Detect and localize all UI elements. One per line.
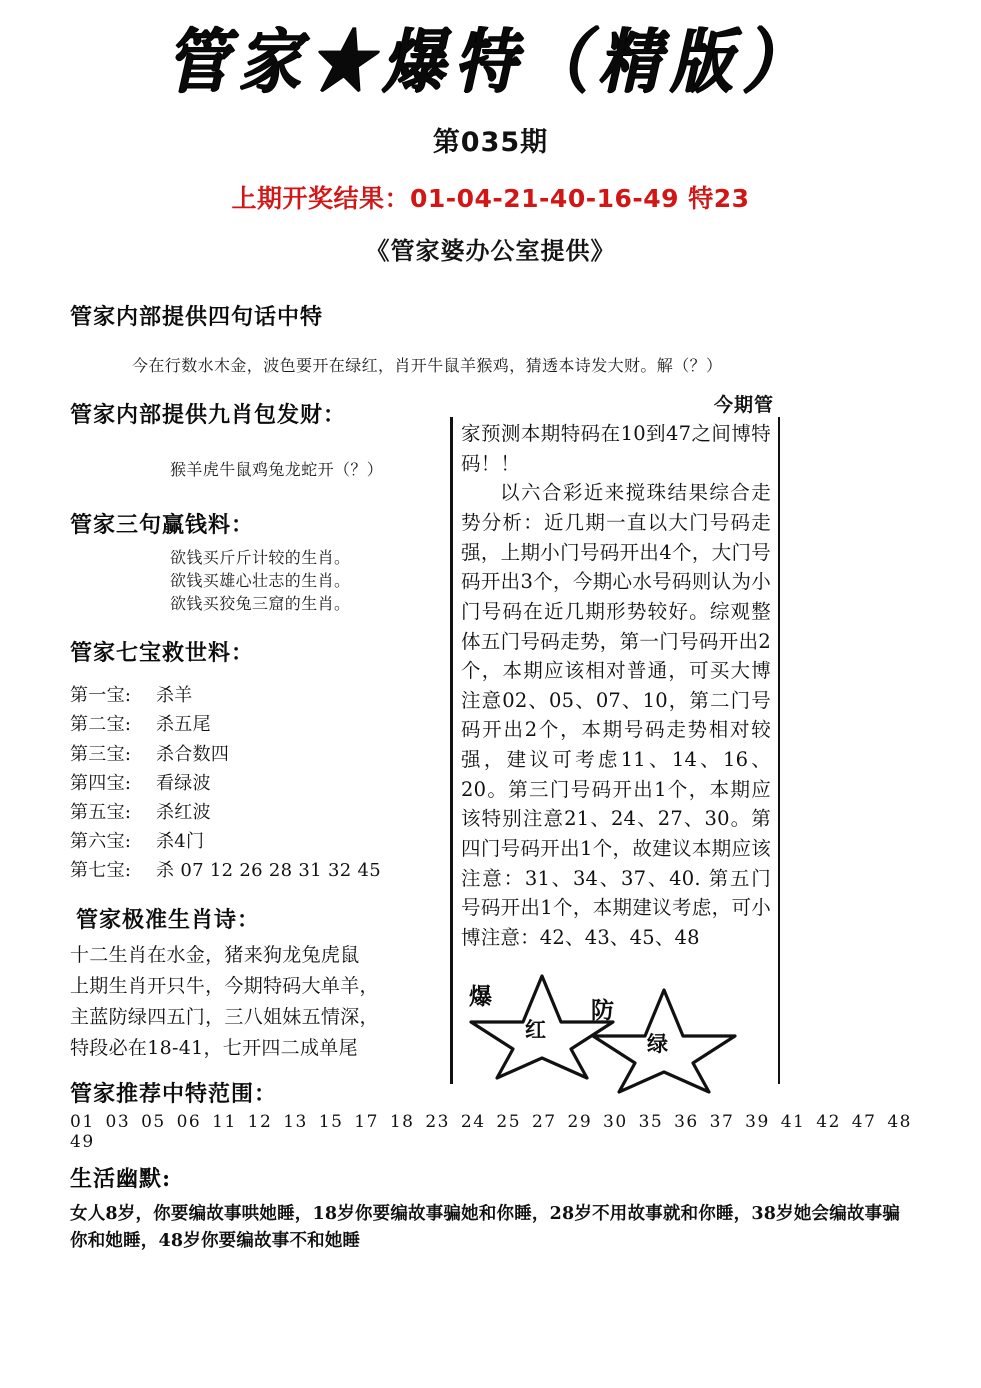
last-draw-result: 上期开奖结果：01-04-21-40-16-49 特23 xyxy=(231,184,750,214)
treasure-row xyxy=(70,740,470,769)
four-line-poem: 今在行数水木金，波色要开在绿红，肖开牛鼠羊猴鸡，猜透本诗发大财。解（？） xyxy=(132,356,723,376)
treasure-row xyxy=(70,681,470,710)
star-inner-label-red: 红 xyxy=(525,1017,546,1043)
prediction-paragraph-2 xyxy=(461,478,771,952)
zodiac-poem-line: 上期生肖开只牛，今期特码大单羊， xyxy=(70,975,379,998)
zodiac-poem-line: 十二生肖在水金，猪来狗龙兔虎鼠 xyxy=(70,944,360,967)
treasure-row xyxy=(70,798,470,827)
recommended-numbers: 01 03 05 06 11 12 13 15 17 18 23 24 25 27 29 30 35 36 37 39 41 42 47 48 49 xyxy=(70,1112,912,1153)
treasure-value: 杀五尾 xyxy=(156,714,211,736)
prediction-frame xyxy=(450,417,780,1084)
treasure-row xyxy=(70,769,470,798)
section-heading-seven-treasures: 管家七宝救世料： xyxy=(70,640,255,667)
zodiac-poem-line: 主蓝防绿四五门，三八姐妹五情深， xyxy=(70,1005,379,1028)
treasure-label: 第五宝: xyxy=(70,801,132,823)
treasure-label: 第六宝: xyxy=(70,830,132,852)
treasure-value: 看绿波 xyxy=(156,772,211,794)
section-heading-range: 管家推荐中特范围： xyxy=(70,1081,278,1108)
masthead xyxy=(0,0,981,266)
seven-treasures-list xyxy=(70,681,470,885)
issue-number: 第035期 xyxy=(432,127,549,159)
three-line-item: 欲钱买狡兔三窟的生肖。 xyxy=(170,594,351,614)
nine-zodiac-list: 猴羊虎牛鼠鸡兔龙蛇开（？） xyxy=(170,460,384,480)
stars-row xyxy=(461,962,771,1080)
zodiac-poem-line: 特段必在18-41，七开四二成单尾 xyxy=(70,1036,358,1059)
star-inner-label-green: 绿 xyxy=(647,1031,668,1057)
three-line-item: 欲钱买雄心壮志的生肖。 xyxy=(170,571,351,591)
three-line-item: 欲钱买斤斤计较的生肖。 xyxy=(170,548,351,568)
two-column-split xyxy=(70,394,917,1063)
treasure-row xyxy=(70,710,470,739)
treasure-row xyxy=(70,856,470,885)
left-column xyxy=(70,398,470,1063)
section-heading-nine-zodiac: 管家内部提供九肖包发财： xyxy=(70,402,347,429)
treasure-value: 杀合数四 xyxy=(156,743,230,765)
office-credit: 《管家婆办公室提供》 xyxy=(365,236,616,266)
treasure-label: 第三宝: xyxy=(70,743,132,765)
star-outer-label-bao: 爆 xyxy=(469,983,492,1011)
treasure-row xyxy=(70,827,470,856)
section-heading-humor: 生活幽默: xyxy=(70,1166,172,1193)
star-outer-label-fang: 防 xyxy=(591,997,614,1025)
prediction-paragraph-2-text: 以六合彩近来搅珠结果综合走势分析：近几期一直以大门号码走强，上期小门号码开出4个，大门号码开出3个，今期心水号码则认为小门号码在近几期形势较好。综观整体五门号码走势，第一门号码开出2个，本期应该相对普通，可买大博注意02、05、07、10，第二门号码开出2个，本期号码走势相对较强，建议可考虑11、14、16、20。第三门号码开出1个，本期应该特别注意21、24、27、30。第四门号码开出1个，故建议本期应该注意：31、34、37、40. 第五门号码开出1个，本期建议考虑，可小博注意：42、43、45、48 xyxy=(461,481,771,949)
section-heading-four-lines: 管家内部提供四句话中特 xyxy=(70,304,324,331)
prediction-box xyxy=(450,390,780,1084)
section-heading-zodiac-poem: 管家极准生肖诗： xyxy=(76,907,261,934)
content-area xyxy=(0,300,981,1254)
treasure-value: 杀 07 12 26 28 31 32 45 xyxy=(156,860,381,882)
star-unit-fang-green xyxy=(589,984,739,1102)
humor-text: 女人8岁，你要编故事哄她睡，18岁你要编故事骗她和你睡，28岁不用故事就和你睡，38岁她会编故事骗你和她睡，48岁你要编故事不和她睡 xyxy=(70,1204,901,1251)
prediction-paragraph-1: 家预测本期特码在10到47之间博特码！！ xyxy=(461,422,771,475)
section-heading-three-lines: 管家三句赢钱料： xyxy=(70,512,255,539)
treasure-label: 第二宝: xyxy=(70,714,132,736)
treasure-label: 第七宝: xyxy=(70,860,132,882)
treasure-label: 第一宝: xyxy=(70,685,132,707)
treasure-value: 杀4门 xyxy=(156,830,205,852)
page-title: 管家★爆特（精版） xyxy=(166,20,815,103)
treasure-value: 杀红波 xyxy=(156,801,211,823)
treasure-label: 第四宝: xyxy=(70,772,132,794)
treasure-value: 杀羊 xyxy=(156,685,193,707)
prediction-lead-text: 今期管 xyxy=(713,394,774,417)
